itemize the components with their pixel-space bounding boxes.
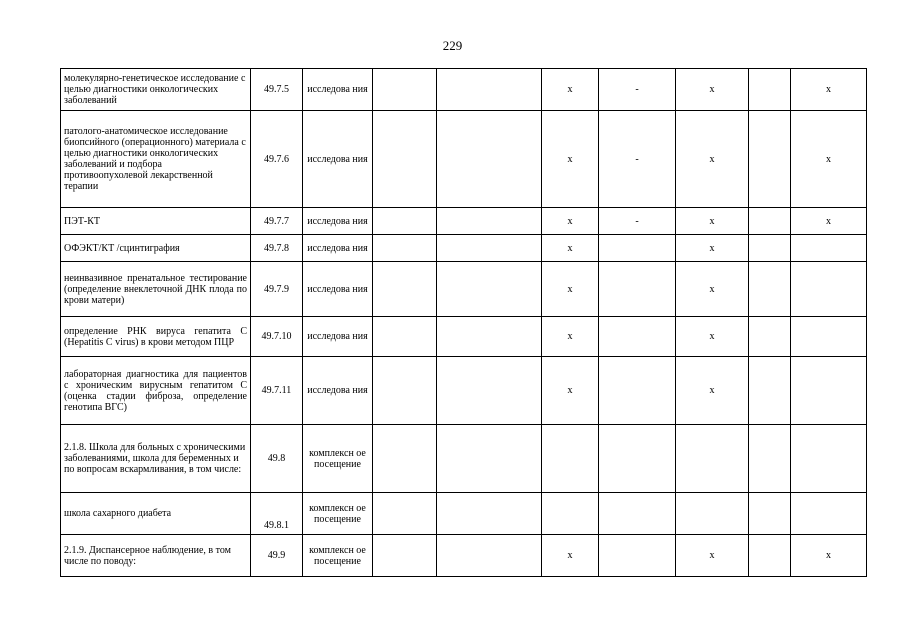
value-cell [373, 111, 437, 208]
value-cell [373, 235, 437, 262]
value-cell: х [676, 262, 749, 317]
value-cell: - [599, 69, 676, 111]
value-cell [791, 357, 867, 425]
value-cell: х [791, 111, 867, 208]
value-cell: х [791, 69, 867, 111]
unit-of-measure: исследова ния [303, 208, 373, 235]
value-cell [373, 317, 437, 357]
value-cell: х [676, 208, 749, 235]
unit-of-measure: исследова ния [303, 235, 373, 262]
value-cell [599, 357, 676, 425]
service-code: 49.7.5 [251, 69, 303, 111]
service-name: определение РНК вируса гепатита С (Hepatitis C virus) в крови методом ПЦР [61, 317, 251, 357]
value-cell [437, 317, 542, 357]
service-name: ПЭТ-КТ [61, 208, 251, 235]
value-cell [791, 317, 867, 357]
service-code: 49.7.9 [251, 262, 303, 317]
value-cell: х [676, 357, 749, 425]
value-cell: - [599, 208, 676, 235]
value-cell [373, 208, 437, 235]
value-cell [373, 262, 437, 317]
service-name: ОФЭКТ/КТ /сцинтиграфия [61, 235, 251, 262]
value-cell [791, 262, 867, 317]
value-cell [791, 235, 867, 262]
value-cell [749, 262, 791, 317]
value-cell [373, 425, 437, 493]
value-cell [749, 111, 791, 208]
table-row [61, 69, 867, 111]
value-cell: х [542, 208, 599, 235]
value-cell: х [676, 111, 749, 208]
table-row [61, 262, 867, 317]
value-cell [599, 535, 676, 577]
table-row [61, 208, 867, 235]
value-cell: - [599, 111, 676, 208]
value-cell [437, 235, 542, 262]
table-row [61, 535, 867, 577]
value-cell: х [676, 69, 749, 111]
service-name: 2.1.9. Диспансерное наблюдение, в том числе по поводу: [61, 535, 251, 577]
table-row [61, 111, 867, 208]
table-row [61, 493, 867, 535]
value-cell: х [542, 262, 599, 317]
value-cell [437, 425, 542, 493]
value-cell [749, 357, 791, 425]
value-cell: х [542, 111, 599, 208]
service-name: школа сахарного диабета [61, 493, 251, 535]
value-cell [373, 535, 437, 577]
value-cell [437, 357, 542, 425]
value-cell: х [542, 357, 599, 425]
value-cell: х [791, 208, 867, 235]
page-number: 229 [442, 38, 463, 53]
unit-of-measure: исследова ния [303, 262, 373, 317]
value-cell [437, 493, 542, 535]
value-cell [542, 425, 599, 493]
value-cell: х [542, 317, 599, 357]
value-cell [437, 262, 542, 317]
service-name: молекулярно-генетическое исследование с целью диагностики онкологических заболеваний [61, 69, 251, 111]
value-cell [676, 493, 749, 535]
value-cell [373, 69, 437, 111]
unit-of-measure: исследова ния [303, 69, 373, 111]
service-name: лабораторная диагностика для пациентов с хроническим вирусным гепатитом С (оценка стадии фиброза, определение генотипа ВГС) [61, 357, 251, 425]
value-cell [749, 425, 791, 493]
value-cell [749, 493, 791, 535]
table-row [61, 425, 867, 493]
value-cell [749, 208, 791, 235]
value-cell [599, 262, 676, 317]
value-cell [599, 235, 676, 262]
service-name: неинвазивное пренатальное тестирование (определение внеклеточной ДНК плода по крови матери) [61, 262, 251, 317]
unit-of-measure: комплексн ое посещение [303, 493, 373, 535]
value-cell: х [676, 317, 749, 357]
value-cell [599, 317, 676, 357]
value-cell [373, 493, 437, 535]
value-cell [749, 235, 791, 262]
value-cell: х [542, 235, 599, 262]
table-row [61, 235, 867, 262]
unit-of-measure: исследова ния [303, 317, 373, 357]
value-cell [749, 69, 791, 111]
service-code: 49.8.1 [251, 493, 303, 535]
value-cell [437, 69, 542, 111]
table-row [61, 317, 867, 357]
unit-of-measure: комплексн ое посещение [303, 425, 373, 493]
value-cell: х [676, 235, 749, 262]
service-code: 49.7.11 [251, 357, 303, 425]
value-cell [542, 493, 599, 535]
service-code: 49.7.8 [251, 235, 303, 262]
table-row [61, 357, 867, 425]
service-name: 2.1.8. Школа для больных с хроническими заболеваниями, школа для беременных и по вопросам вскармливания, в том числе: [61, 425, 251, 493]
value-cell: х [542, 535, 599, 577]
service-code: 49.7.10 [251, 317, 303, 357]
value-cell [791, 493, 867, 535]
value-cell: х [676, 535, 749, 577]
value-cell: х [791, 535, 867, 577]
value-cell: х [542, 69, 599, 111]
value-cell [791, 425, 867, 493]
services-table [60, 68, 867, 577]
unit-of-measure: комплексн ое посещение [303, 535, 373, 577]
unit-of-measure: исследова ния [303, 111, 373, 208]
value-cell [437, 535, 542, 577]
value-cell [599, 493, 676, 535]
value-cell [749, 317, 791, 357]
service-code: 49.7.7 [251, 208, 303, 235]
service-code: 49.7.6 [251, 111, 303, 208]
value-cell [373, 357, 437, 425]
service-code: 49.9 [251, 535, 303, 577]
value-cell [676, 425, 749, 493]
value-cell [599, 425, 676, 493]
value-cell [749, 535, 791, 577]
value-cell [437, 208, 542, 235]
service-code: 49.8 [251, 425, 303, 493]
service-name: патолого-анатомическое исследование биопсийного (операционного) материала с целью диагностики онкологических заболеваний и подбора противоопухолевой лекарственной терапии [61, 111, 251, 208]
unit-of-measure: исследова ния [303, 357, 373, 425]
value-cell [437, 111, 542, 208]
